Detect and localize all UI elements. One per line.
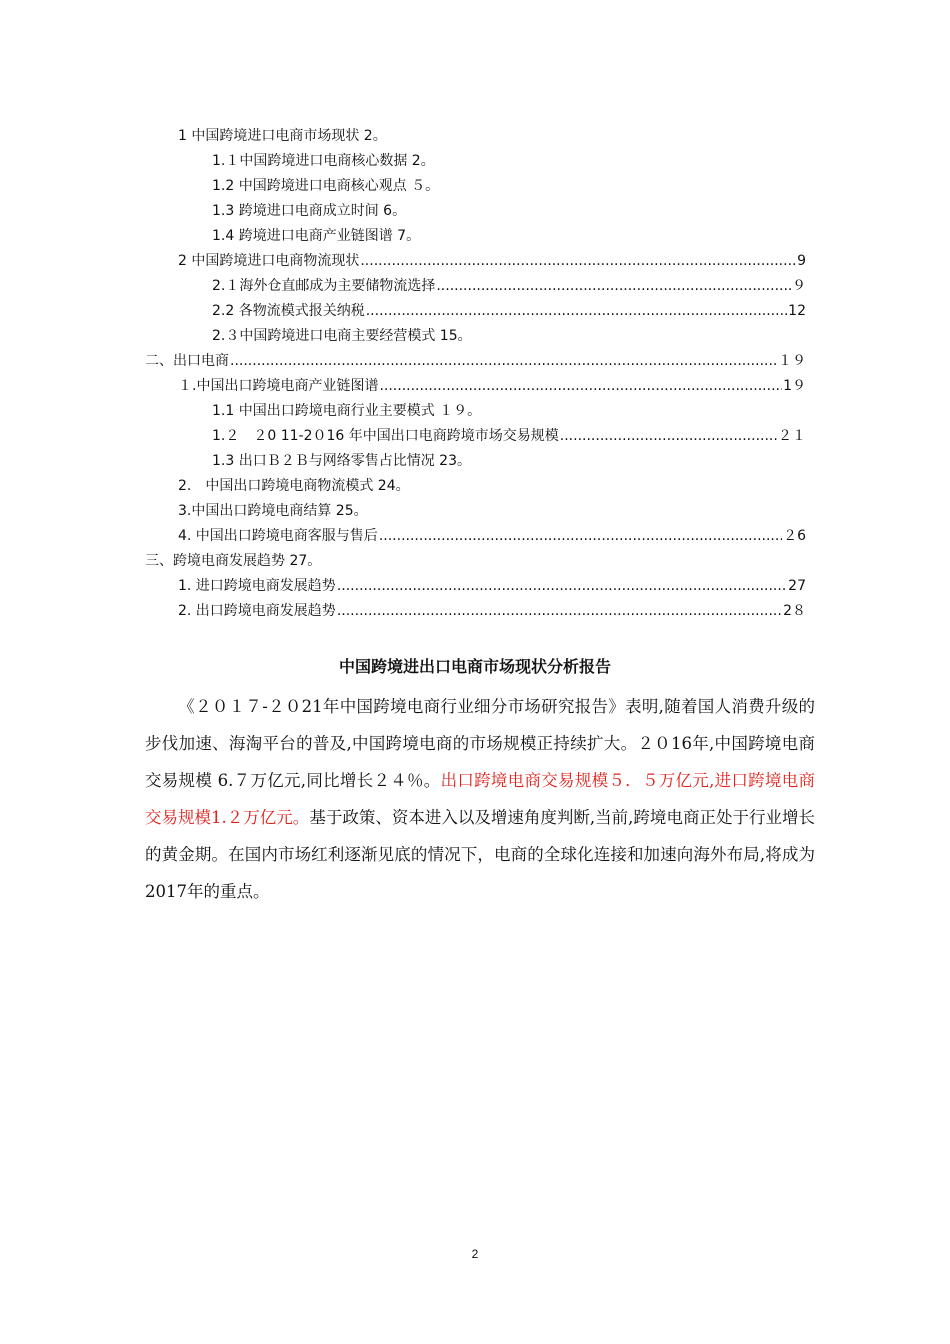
- toc-entry-text: 三、跨境电商发展趋势 27。: [145, 553, 322, 569]
- toc-entry[interactable]: [212, 299, 806, 324]
- toc-page-number: ２１: [778, 428, 806, 444]
- toc-entry-text: 2 中国跨境进口电商物流现状: [178, 253, 360, 269]
- toc-leader-dots: [337, 599, 782, 624]
- toc-leader-dots: [436, 274, 791, 299]
- toc-entry-text: 1.4 跨境进口电商产业链图谱 7。: [212, 228, 421, 244]
- toc-page-number: 9: [797, 253, 806, 269]
- toc-leader-dots: [230, 349, 777, 374]
- toc-leader-dots: [560, 424, 777, 449]
- toc-entry[interactable]: [178, 249, 806, 274]
- toc-entry[interactable]: [178, 474, 410, 499]
- toc-entry-text: 3.中国出口跨境电商结算 25。: [178, 503, 368, 519]
- toc-entry-text: 1 中国跨境进口电商市场现状 2。: [178, 128, 387, 144]
- toc-page-number: 2８: [783, 603, 806, 619]
- body-paragraph: [145, 688, 815, 910]
- toc-entry-text: 1.2 中国跨境进口电商核心观点 ５。: [212, 178, 440, 194]
- toc-entry-text: 2. 出口跨境电商发展趋势: [178, 603, 336, 619]
- toc-entry-text: 4. 中国出口跨境电商客服与售后: [178, 528, 378, 544]
- toc-entry-text: 1.２ ２0 11-2０16 年中国出口电商跨境市场交易规模: [212, 428, 559, 444]
- toc-entry[interactable]: [145, 349, 806, 374]
- toc-entry[interactable]: [178, 524, 806, 549]
- toc-leader-dots: [379, 524, 782, 549]
- toc-leader-dots: [379, 374, 782, 399]
- toc-entry-text: 1.3 出口Ｂ２Ｂ与网络零售占比情况 23。: [212, 453, 471, 469]
- toc-page-number: ２6: [783, 528, 806, 544]
- toc-entry[interactable]: [212, 399, 481, 424]
- toc-entry[interactable]: [212, 174, 439, 199]
- body-text-part2: 基于政策、资本进入以及增速角度判断,当前,跨境电商正处于行业增长的黄金期。在国内市场红利逐渐见底的情况下，电商的全球化连接和加速向海外布局,将成为2017年的重点。: [145, 808, 815, 901]
- toc-entry-text: 1.１中国跨境进口电商核心数据 2。: [212, 153, 435, 169]
- toc-entry-text: 2. 中国出口跨境电商物流模式 24。: [178, 478, 410, 494]
- toc-entry-text: 1.3 跨境进口电商成立时间 6。: [212, 203, 407, 219]
- toc-entry[interactable]: [212, 199, 406, 224]
- toc-entry[interactable]: [212, 449, 471, 474]
- toc-entry[interactable]: [178, 374, 806, 399]
- toc-entry[interactable]: [212, 424, 806, 449]
- toc-entry[interactable]: [212, 149, 435, 174]
- toc-entry-text: 1.1 中国出口跨境电商行业主要模式 １９。: [212, 403, 482, 419]
- toc-entry[interactable]: [178, 599, 806, 624]
- toc-leader-dots: [337, 574, 787, 599]
- toc-entry[interactable]: [212, 224, 420, 249]
- toc-entry-text: 2.2 各物流模式报关纳税: [212, 303, 365, 319]
- toc-page-number: 12: [788, 303, 806, 319]
- toc-entry[interactable]: [178, 574, 806, 599]
- toc-leader-dots: [360, 249, 796, 274]
- toc-entry-text: 二、出口电商: [145, 353, 229, 369]
- toc-leader-dots: [366, 299, 787, 324]
- toc-entry[interactable]: [212, 324, 472, 349]
- toc-entry[interactable]: [178, 124, 387, 149]
- toc-page-number: 1９: [783, 378, 806, 394]
- toc-entry-text: 2.３中国跨境进口电商主要经营模式 15。: [212, 328, 472, 344]
- toc-entry[interactable]: [178, 499, 368, 524]
- toc-page-number: ９: [792, 278, 806, 294]
- toc-entry-text: 1. 进口跨境电商发展趋势: [178, 578, 336, 594]
- toc-page-number: 27: [788, 578, 806, 594]
- document-title: 中国跨境进出口电商市场现状分析报告: [338, 657, 611, 676]
- toc-entry[interactable]: [212, 274, 806, 299]
- body-text-part1: 《２０１７-２０21年中国跨境电商行业细分市场研究报告》表明,随着国人消费升级的步伐加速、海淘平台的普及,中国跨境电商的市场规模正持续扩大。２０16年,中国跨境电商交易规模 6.７万亿元,同比增长２４％。: [145, 697, 815, 790]
- toc-entry-text: 2.１海外仓直邮成为主要储物流选择: [212, 278, 436, 294]
- toc-entry[interactable]: [145, 549, 321, 574]
- page-number: 2: [471, 1247, 479, 1261]
- toc-entry-text: １.中国出口跨境电商产业链图谱: [178, 378, 379, 394]
- toc-page-number: １９: [778, 353, 806, 369]
- body-text-highlight: 出口跨境电商交易规模５．５万亿元,进口跨境电商交易规模1.２万亿元。: [145, 771, 816, 827]
